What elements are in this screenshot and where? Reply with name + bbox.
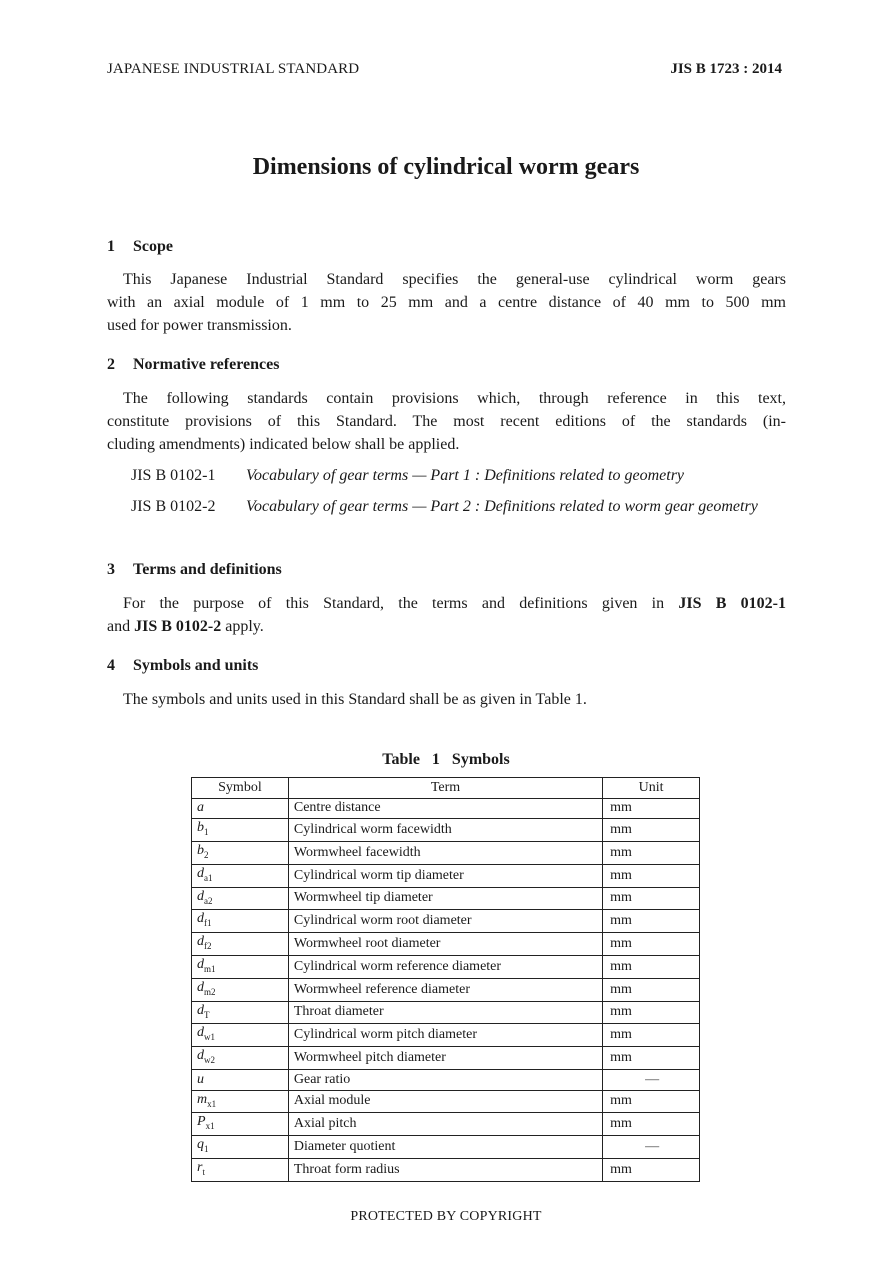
table-row: [192, 978, 700, 1001]
symbol-base: b: [197, 820, 204, 836]
paragraph-line: used for power transmission.: [107, 317, 292, 334]
reference-title: Vocabulary of gear terms — Part 2 : Definitions related to worm gear geometry: [246, 498, 758, 515]
table-row: [192, 841, 700, 864]
symbol-cell: [192, 1136, 289, 1159]
symbol-subscript: 2: [204, 849, 209, 860]
symbol-cell: [192, 978, 289, 1001]
table-row: [192, 1090, 700, 1113]
header-standard-name: JAPANESE INDUSTRIAL STANDARD: [107, 61, 360, 77]
symbol-cell: [192, 1069, 289, 1090]
unit-cell: mm: [603, 933, 700, 956]
unit-cell: mm: [603, 978, 700, 1001]
section-heading-terms-definitions: [107, 561, 282, 579]
unit-cell: mm: [603, 887, 700, 910]
terms-paragraph: [107, 592, 786, 638]
symbol-base: d: [197, 1025, 204, 1041]
section-number: 4: [107, 657, 115, 674]
symbol-base: d: [197, 934, 204, 950]
section-number: 2: [107, 356, 115, 373]
table-row: [192, 1136, 700, 1159]
symbols-paragraph: [107, 688, 786, 711]
term-cell: Cylindrical worm root diameter: [288, 910, 602, 933]
symbol-subscript: x1: [207, 1098, 217, 1109]
symbol-base: d: [197, 1002, 204, 1018]
table-caption: Table 1 Symbols: [382, 751, 510, 768]
symbol-subscript: a1: [204, 872, 213, 883]
symbol-cell: [192, 887, 289, 910]
symbol-subscript: f1: [204, 918, 212, 929]
term-cell: Wormwheel tip diameter: [288, 887, 602, 910]
section-title: Scope: [133, 238, 173, 255]
symbols-table: [191, 777, 700, 1182]
symbol-cell: [192, 955, 289, 978]
paragraph-line: constitute provisions of this Standard. The most recent editions of the standards (in-: [107, 413, 786, 430]
term-cell: Throat form radius: [288, 1158, 602, 1181]
column-header-term: Term: [288, 778, 602, 799]
unit-cell: mm: [603, 1047, 700, 1070]
symbol-subscript: m1: [204, 963, 216, 974]
symbol-subscript: m2: [204, 986, 216, 997]
symbol-base: a: [197, 800, 204, 816]
unit-cell: —: [603, 1136, 700, 1159]
table-row: [192, 1113, 700, 1136]
symbol-base: b: [197, 842, 204, 858]
table-row: [192, 933, 700, 956]
symbol-cell: [192, 1001, 289, 1024]
term-cell: Wormwheel reference diameter: [288, 978, 602, 1001]
symbol-base: d: [197, 865, 204, 881]
table-row: [192, 864, 700, 887]
reference-title: Vocabulary of gear terms — Part 1 : Definitions related to geometry: [246, 467, 685, 484]
symbol-base: q: [197, 1137, 204, 1153]
symbol-subscript: a2: [204, 895, 213, 906]
symbol-cell: [192, 910, 289, 933]
symbol-subscript: 1: [204, 1143, 209, 1154]
term-cell: Wormwheel root diameter: [288, 933, 602, 956]
unit-cell: mm: [603, 864, 700, 887]
table-row: [192, 798, 700, 819]
symbol-subscript: w1: [204, 1032, 215, 1043]
section-number: 3: [107, 561, 115, 578]
symbol-base: u: [197, 1071, 204, 1087]
section-title: Normative references: [133, 356, 280, 373]
reference-item: [131, 464, 791, 487]
term-cell: Throat diameter: [288, 1001, 602, 1024]
symbol-subscript: x1: [205, 1121, 215, 1132]
term-cell: Axial module: [288, 1090, 602, 1113]
table-row: [192, 1024, 700, 1047]
term-cell: Cylindrical worm tip diameter: [288, 864, 602, 887]
term-cell: Centre distance: [288, 798, 602, 819]
standard-reference: JIS B 0102-2: [134, 618, 222, 635]
column-header-unit: Unit: [603, 778, 700, 799]
unit-cell: mm: [603, 819, 700, 842]
paragraph-line: This Japanese Industrial Standard specifies the general-use cylindrical worm gears: [123, 271, 786, 288]
unit-cell: mm: [603, 1001, 700, 1024]
symbol-base: d: [197, 1048, 204, 1064]
table-row: [192, 1069, 700, 1090]
symbol-base: d: [197, 956, 204, 972]
term-cell: Wormwheel pitch diameter: [288, 1047, 602, 1070]
paragraph-line: The symbols and units used in this Standard shall be as given in Table 1.: [123, 691, 587, 708]
symbol-cell: [192, 1024, 289, 1047]
symbol-base: d: [197, 979, 204, 995]
symbol-subscript: 1: [204, 826, 209, 837]
table-row: [192, 887, 700, 910]
paragraph-text: For the purpose of this Standard, the terms and definitions given in: [123, 595, 665, 612]
term-cell: Cylindrical worm pitch diameter: [288, 1024, 602, 1047]
reference-code: JIS B 0102-2: [131, 498, 216, 515]
paragraph-line: [107, 615, 786, 638]
unit-cell: mm: [603, 1158, 700, 1181]
symbol-subscript: T: [204, 1009, 210, 1020]
section-heading-scope: [107, 238, 173, 256]
unit-cell: mm: [603, 1113, 700, 1136]
table-row: [192, 1047, 700, 1070]
unit-cell: mm: [603, 798, 700, 819]
term-cell: Cylindrical worm reference diameter: [288, 955, 602, 978]
column-header-symbol: Symbol: [192, 778, 289, 799]
document-title: Dimensions of cylindrical worm gears: [252, 154, 640, 180]
symbol-subscript: f2: [204, 940, 212, 951]
paragraph-text: and: [107, 618, 131, 635]
symbol-base: d: [197, 911, 204, 927]
term-cell: Gear ratio: [288, 1069, 602, 1090]
table-row: [192, 1001, 700, 1024]
symbol-cell: [192, 1158, 289, 1181]
unit-cell: mm: [603, 841, 700, 864]
symbol-cell: [192, 798, 289, 819]
symbol-base: d: [197, 888, 204, 904]
symbol-cell: [192, 864, 289, 887]
unit-cell: —: [603, 1069, 700, 1090]
symbol-cell: [192, 1047, 289, 1070]
term-cell: Cylindrical worm facewidth: [288, 819, 602, 842]
section-title: Symbols and units: [133, 657, 259, 674]
unit-cell: mm: [603, 1090, 700, 1113]
reference-code: JIS B 0102-1: [131, 467, 216, 484]
table-row: [192, 910, 700, 933]
symbol-subscript: t: [202, 1166, 205, 1177]
paragraph-line: with an axial module of 1 mm to 25 mm and a centre distance of 40 mm to 500 mm: [107, 294, 786, 311]
term-cell: Wormwheel facewidth: [288, 841, 602, 864]
standard-reference: JIS B 0102-1: [678, 595, 786, 612]
symbol-cell: [192, 819, 289, 842]
section-title: Terms and definitions: [133, 561, 282, 578]
symbol-subscript: w2: [204, 1054, 215, 1065]
paragraph-line: The following standards contain provisions which, through reference in this text,: [123, 390, 786, 407]
footer-copyright: PROTECTED BY COPYRIGHT: [350, 1209, 542, 1224]
symbol-base: m: [197, 1091, 208, 1107]
term-cell: Axial pitch: [288, 1113, 602, 1136]
symbol-cell: [192, 1090, 289, 1113]
paragraph-line: cluding amendments) indicated below shall be applied.: [107, 436, 460, 453]
section-heading-symbols-units: [107, 657, 258, 675]
symbol-base: P: [197, 1114, 206, 1130]
table-row: [192, 1158, 700, 1181]
symbol-base: r: [197, 1159, 203, 1175]
paragraph-text: apply.: [225, 618, 264, 635]
unit-cell: mm: [603, 955, 700, 978]
symbol-cell: [192, 841, 289, 864]
paragraph-line: [107, 592, 786, 615]
reference-item: [131, 495, 791, 518]
unit-cell: mm: [603, 1024, 700, 1047]
table-row: [192, 955, 700, 978]
symbol-cell: [192, 933, 289, 956]
term-cell: Diameter quotient: [288, 1136, 602, 1159]
section-number: 1: [107, 238, 115, 255]
header-standard-number: JIS B 1723 : 2014: [670, 61, 782, 77]
table-body: [192, 798, 700, 1181]
table-row: [192, 819, 700, 842]
normative-paragraph: [107, 387, 786, 456]
unit-cell: mm: [603, 910, 700, 933]
symbol-cell: [192, 1113, 289, 1136]
section-heading-normative-references: [107, 356, 279, 374]
table-header-row: [192, 778, 700, 799]
scope-paragraph: [107, 268, 786, 337]
